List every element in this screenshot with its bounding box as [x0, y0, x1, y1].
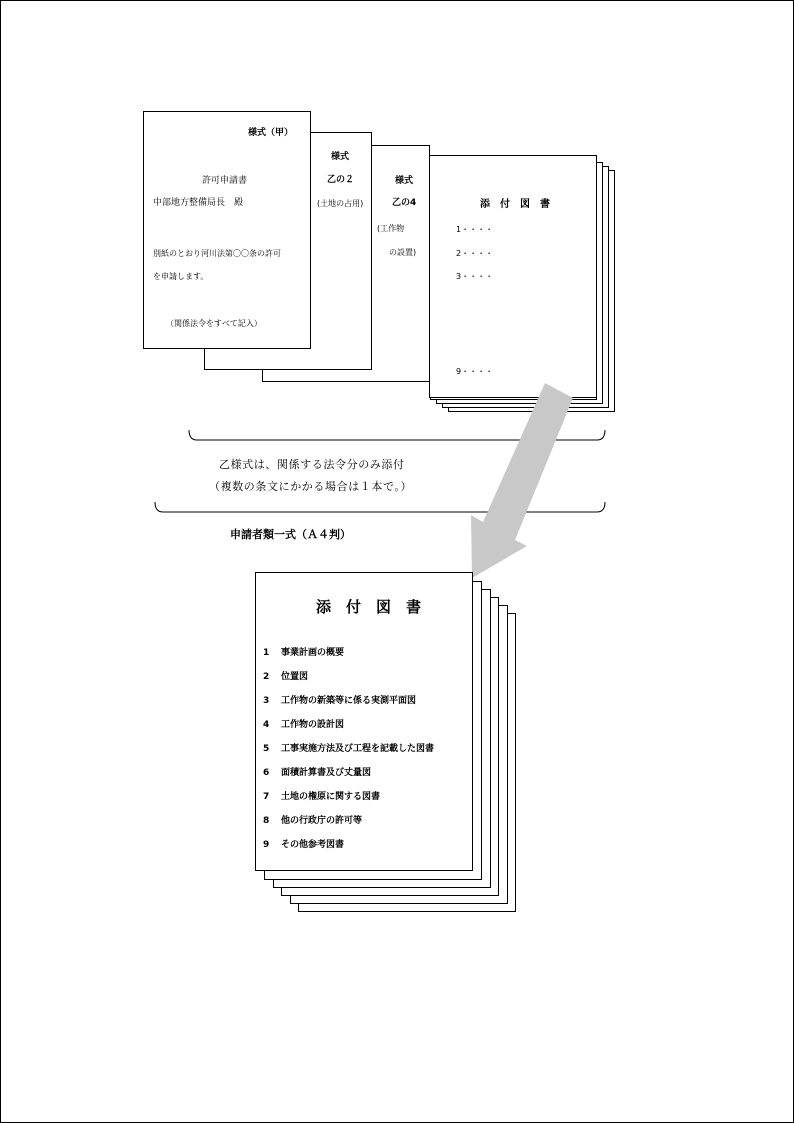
list-item-num: 5: [263, 744, 270, 754]
list-item-num: 7: [263, 792, 270, 802]
list-item-num: 8: [263, 816, 270, 826]
list-item-text: 位置図: [281, 672, 309, 682]
list-item-num: 2: [263, 672, 270, 682]
list-item-text: 工事実施方法及び工程を記載した図書: [281, 744, 435, 754]
brace-text-line2: （複数の条文にかかる場合は１本で。）: [209, 480, 413, 493]
lower-brace: [155, 502, 605, 512]
form-otsu4-sub1: (工作物: [377, 224, 405, 233]
form-kou-body-line2: を申請します。: [153, 272, 209, 281]
form-kou-body-line1: 別紙のとおり河川法第〇〇条の許可: [153, 249, 281, 258]
form-otsu4-name: 乙の4: [392, 198, 417, 208]
list-item-text: 工作物の新築等に係る実測平面図: [281, 696, 417, 706]
form-kou-addressee: 中部地方整備局長 殿: [153, 198, 244, 208]
attach-large-title: 添 付 図 書: [316, 598, 422, 616]
form-otsu4-sub2: の設置): [389, 248, 417, 257]
list-item-text: 工作物の設計図: [281, 720, 345, 730]
form-otsu4-label: 様式: [395, 176, 414, 186]
attach-small-title: 添 付 図 書: [480, 199, 550, 210]
form-kou-label: 様式（甲）: [248, 128, 294, 138]
form-kou-doc-title: 許可申請書: [202, 176, 248, 186]
list-item-text: 土地の権原に関する図書: [281, 792, 381, 802]
list-item-num: 6: [263, 768, 270, 778]
down-arrow: [471, 383, 573, 578]
list-item-num: 4: [263, 720, 270, 730]
set-label: 申請者類一式（Ａ４判）: [230, 528, 351, 541]
list-item-text: 事業計画の概要: [281, 648, 345, 658]
list-item-text: その他参考図書: [281, 840, 345, 850]
list-item-text: 面積計算書及び丈量図: [281, 768, 372, 778]
attach-small-item: 1・・・・: [456, 225, 494, 234]
form-otsu2-sub: (土地の占用): [317, 199, 364, 208]
attach-large-sheet: [255, 572, 473, 871]
form-otsu2-label: 様式: [331, 152, 350, 162]
list-item-num: 1: [263, 648, 270, 658]
attach-small-item: 9・・・・: [456, 367, 494, 376]
attach-small-item: 3・・・・: [456, 272, 494, 281]
form-kou-note: （関係法令をすべて記入）: [166, 319, 262, 328]
form-otsu2-name: 乙の２: [327, 175, 355, 185]
attach-small-item: 2・・・・: [456, 249, 494, 258]
brace-text-line1: 乙様式は、関係する法令分のみ添付: [219, 458, 405, 471]
list-item-text: 他の行政庁の許可等: [281, 816, 363, 826]
list-item-num: 9: [263, 840, 270, 850]
list-item-num: 3: [263, 696, 270, 706]
